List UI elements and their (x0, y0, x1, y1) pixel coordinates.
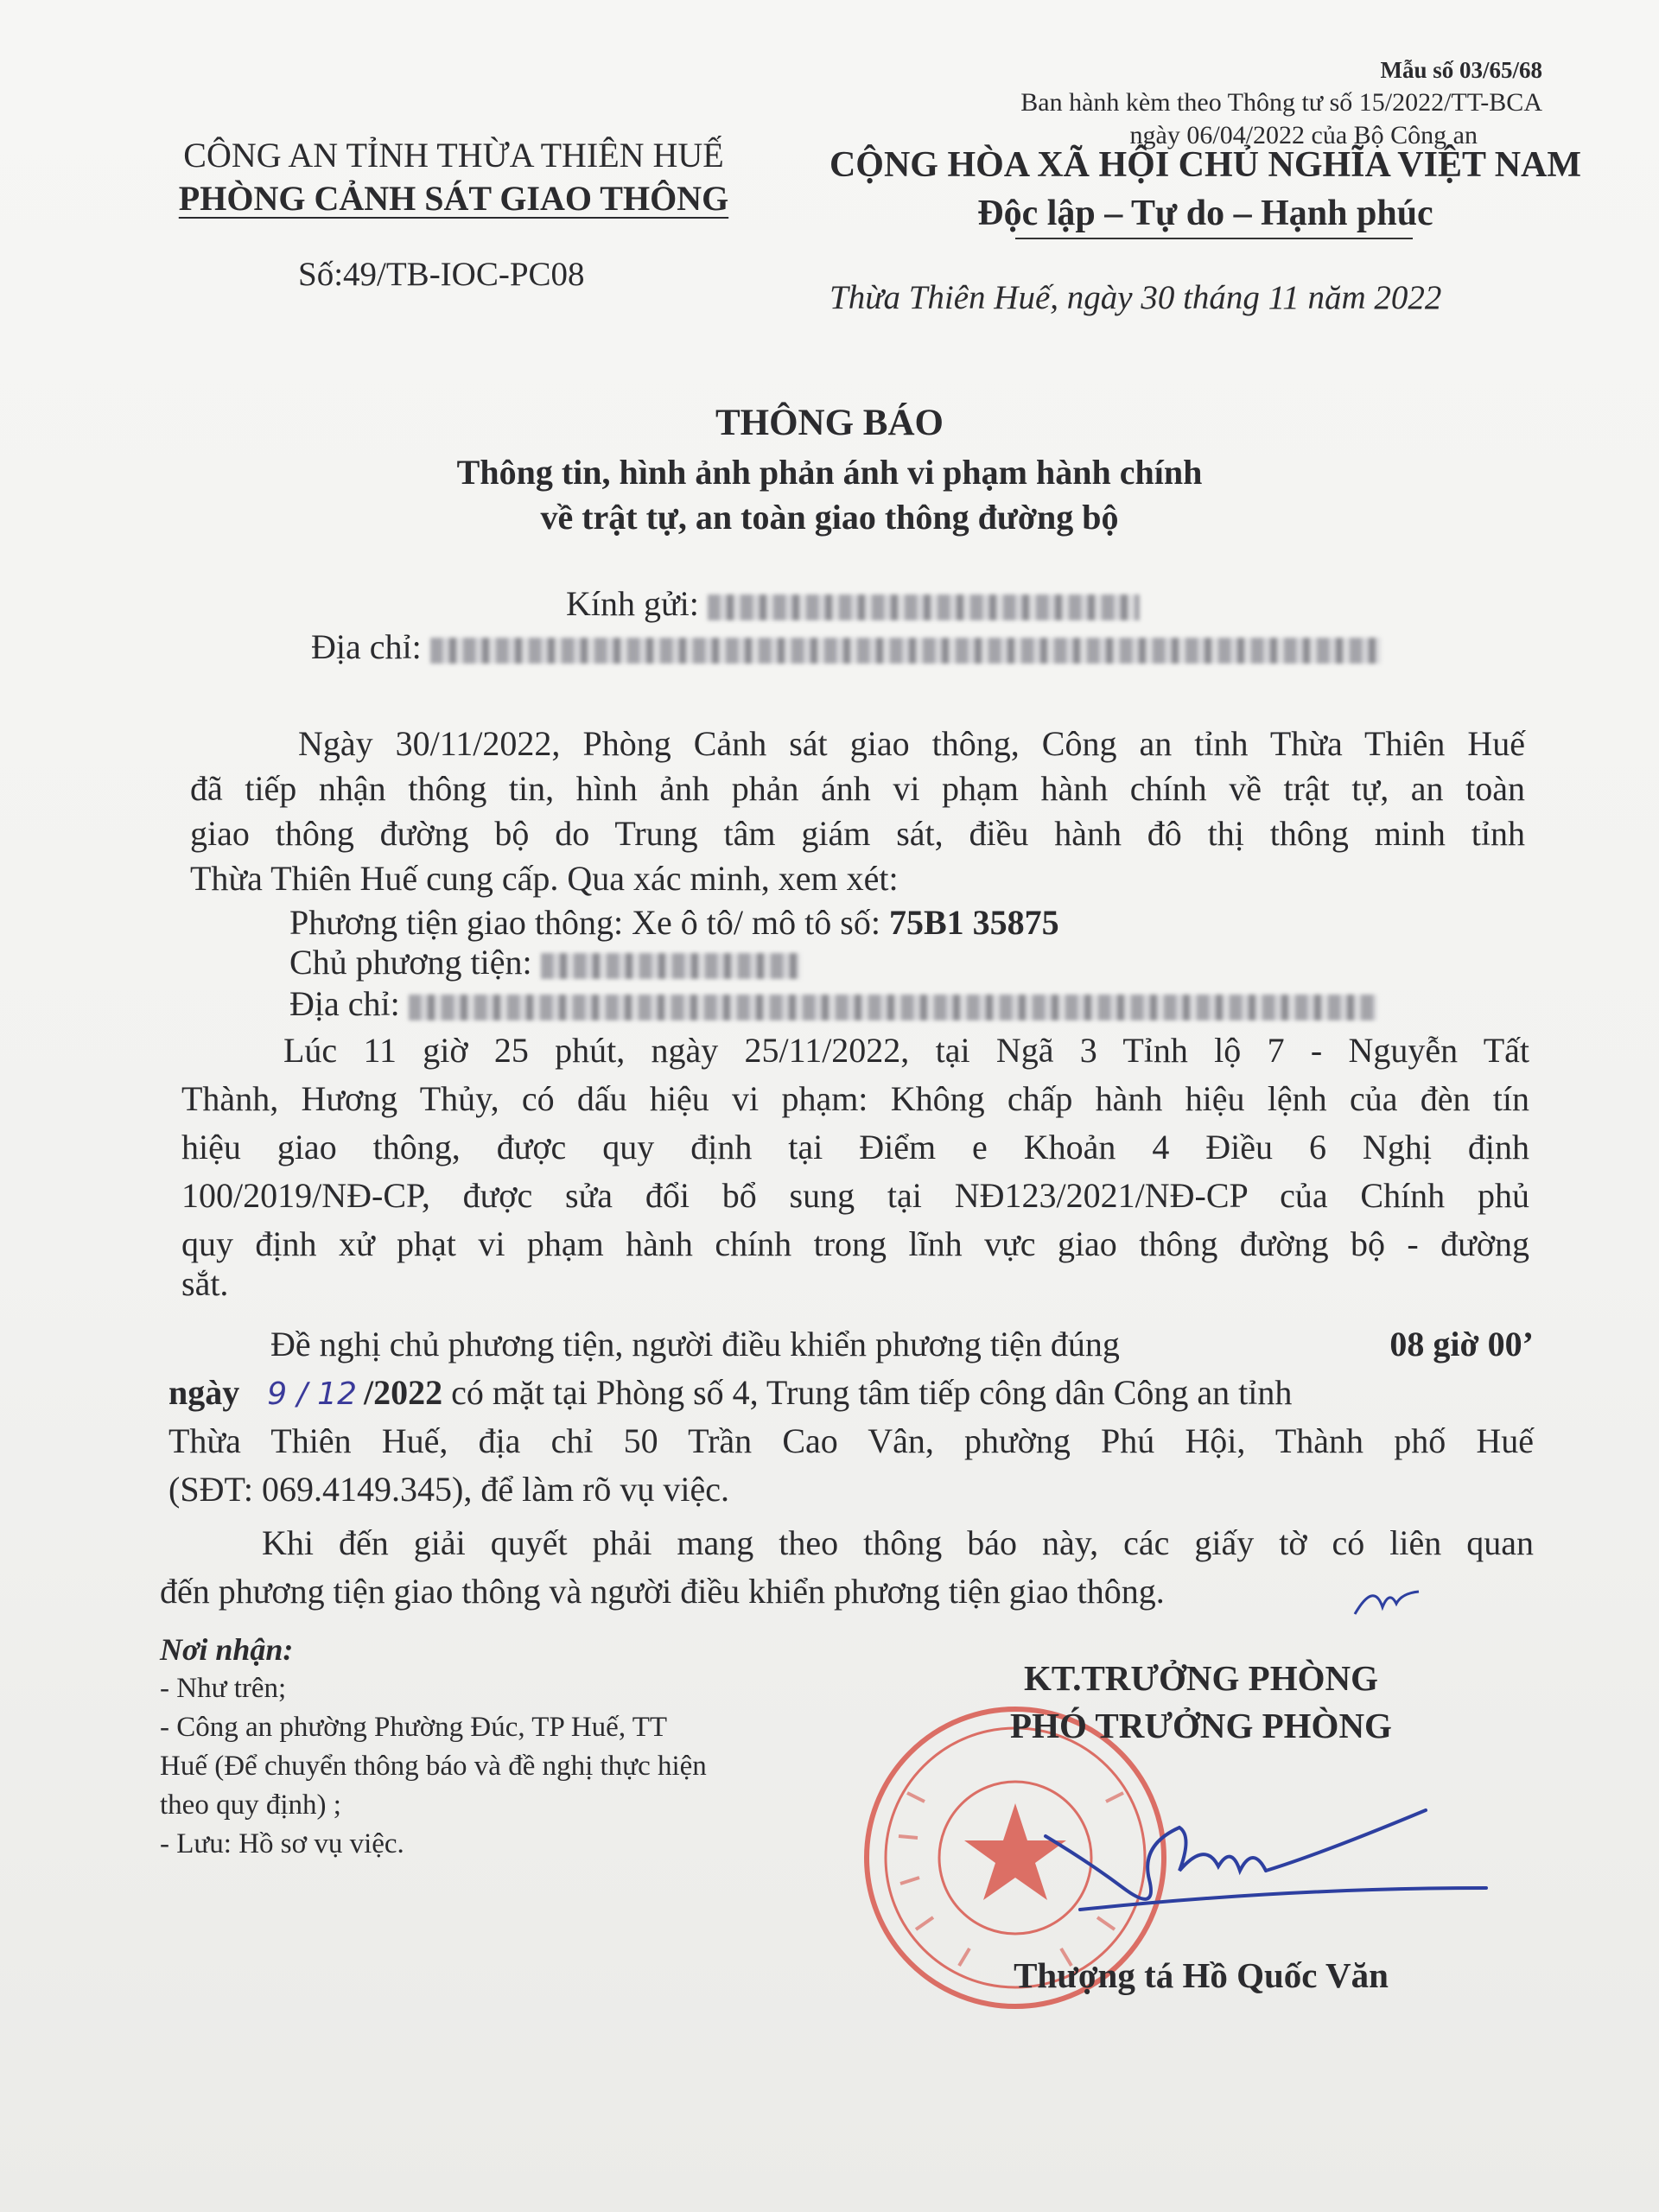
redacted-owner-address (409, 995, 1376, 1020)
redacted-owner-name (541, 953, 800, 979)
owner-address-line: Địa chỉ: (289, 982, 1376, 1027)
recipients-heading: Nơi nhận: (160, 1632, 294, 1667)
license-plate: 75B1 35875 (888, 903, 1059, 942)
agency-line1: CÔNG AN TỈNH THỪA THIÊN HUẾ (183, 136, 724, 175)
form-number: Mẫu số 03/65/68 (1380, 57, 1542, 83)
nation-line1: CỘNG HÒA XÃ HỘI CHỦ NGHĨA VIỆT NAM (829, 145, 1582, 185)
agency-header (143, 134, 765, 220)
paragraph-2: Lúc 11 giờ 25 phút, ngày 25/11/2022, tại Ngã 3 Tỉnh lộ 7 - Nguyễn Tất Thành, Hương Thủy, có dấu hiệu vi phạm: Không chấp hành hiệu lệnh của đèn tín hiệu giao thông, được quy định tại Điểm e Khoản 4 Điều 6 Nghị định 100/2019/NĐ-CP, được sửa đổi bổ sung tại NĐ123/2021/NĐ-CP của Chính phủ quy định xử phạt vi phạm hành chính trong lĩnh vực giao thông đường bộ - đường sắt. (181, 1031, 1529, 1303)
appointment-year: /2022 (363, 1373, 443, 1412)
vehicle-line: Phương tiện giao thông: Xe ô tô/ mô tô số: 75B1 35875 (289, 903, 1059, 942)
document-number: Số:49/TB-IOC-PC08 (298, 256, 585, 293)
redacted-recipient-name (708, 594, 1140, 620)
recipients-item: Huế (Để chuyển thông báo và đề nghị thực hiện (160, 1751, 707, 1782)
motto-underline (1015, 238, 1413, 239)
recipient-address-line (311, 626, 1381, 667)
signer-name: Thượng tá Hồ Quốc Văn (1014, 1955, 1389, 1995)
agency-line2: PHÒNG CẢNH SÁT GIAO THÔNG (178, 179, 729, 218)
place-date: Thừa Thiên Huế, ngày 30 tháng 11 năm 2022 (830, 279, 1442, 316)
issued-with-line2: ngày 06/04/2022 của Bộ Công an (1129, 121, 1478, 149)
recipients-item: - Công an phường Phường Đúc, TP Huế, TT (160, 1712, 668, 1743)
signature-title: KT.TRƯỞNG PHÒNG PHÓ TRƯỞNG PHÒNG (1010, 1658, 1392, 1745)
paragraph-3: Đề nghị chủ phương tiện, người điều khiển phương tiện đúng 08 giờ 00’ ngày 9 / 12 /2022 có mặt tại Phòng số 4, Trung tâm tiếp công dân Công an tỉnh Thừa Thiên Huế, địa chỉ 50 Trần Cao Vân, phường Phú Hội, Thành phố Huế (SĐT: 069.4149.345), để làm rõ vụ việc. (168, 1322, 1534, 1521)
nation-motto: Độc lập – Tự do – Hạnh phúc (977, 194, 1433, 233)
handwritten-date: 9 / 12 (267, 1376, 357, 1412)
paragraph-1: Ngày 30/11/2022, Phòng Cảnh sát giao thông, Công an tỉnh Thừa Thiên Huế đã tiếp nhận thông tin, hình ảnh phản ánh vi phạm hành chính về trật tự, an toàn giao thông đường bộ do Trung tâm giám sát, điều hành đô thị thông minh tỉnh Thừa Thiên Huế cung cấp. Qua xác minh, xem xét: (190, 724, 1525, 898)
redacted-recipient-address (430, 638, 1381, 664)
recipients-item: - Lưu: Hồ sơ vụ việc. (160, 1828, 404, 1859)
handwritten-signature (1028, 1758, 1495, 1923)
document-subtitle-line1: Thông tin, hình ảnh phản ánh vi phạm hành chính (456, 453, 1203, 492)
document-title: THÔNG BÁO (715, 403, 944, 443)
owner-line: Chủ phương tiện: (289, 940, 800, 985)
paragraph-4: Khi đến giải quyết phải mang theo thông báo này, các giấy tờ có liên quan đến phương tiện giao thông và người điều khiển phương tiện giao thông. (160, 1523, 1534, 1611)
address-label: Địa chỉ: (311, 627, 422, 666)
document-subtitle-line2: về trật tự, an toàn giao thông đường bộ (540, 498, 1119, 537)
recipient-line (566, 583, 1140, 624)
appointment-time: 08 giờ 00’ (1389, 1325, 1534, 1363)
recipients-list (160, 1630, 707, 1864)
issued-with-line1: Ban hành kèm theo Thông tư số 15/2022/TT-BCA (1020, 88, 1542, 117)
recipients-item: - Như trên; (160, 1673, 287, 1704)
nation-header (769, 141, 1642, 238)
recipients-item: theo quy định) ; (160, 1789, 341, 1821)
recipient-label: Kính gửi: (566, 584, 699, 623)
initial-mark (1348, 1573, 1426, 1624)
